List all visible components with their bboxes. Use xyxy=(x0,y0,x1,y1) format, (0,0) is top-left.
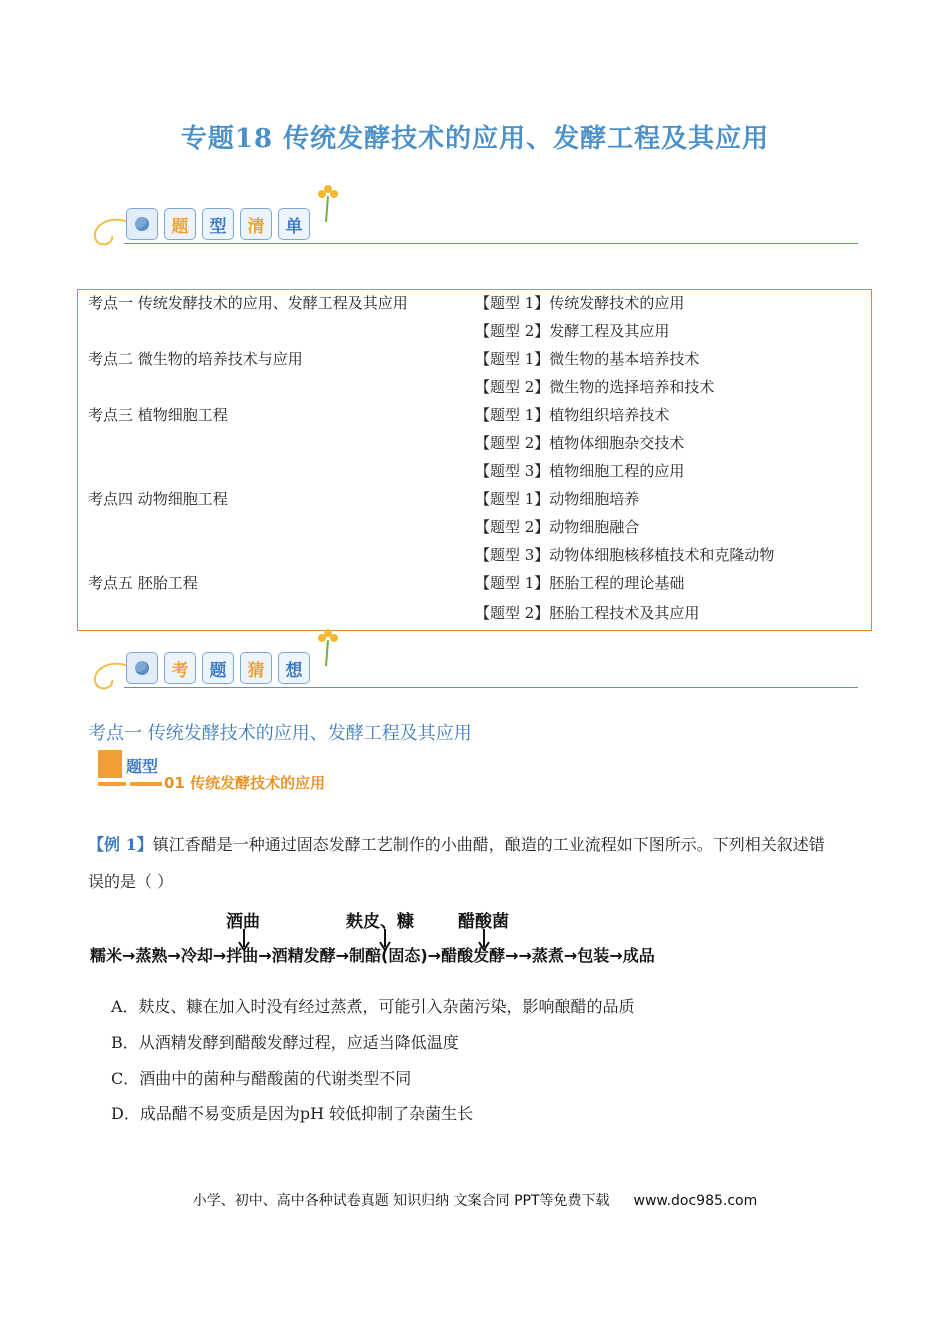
footer-url[interactable]: www.doc985.com xyxy=(633,1193,758,1209)
page-footer xyxy=(0,1190,950,1210)
list-item xyxy=(78,572,871,600)
flower-decoration-icon xyxy=(314,628,344,668)
banner-tile: 考 xyxy=(164,652,196,684)
banner-tile: 想 xyxy=(278,652,310,684)
list-item xyxy=(78,376,871,404)
tixing-label: 【题型 2】动物细胞融合 xyxy=(475,518,640,536)
list-item xyxy=(78,516,871,544)
tixing-label: 【题型 2】胚胎工程技术及其应用 xyxy=(475,604,700,622)
example-text-line1: 镇江香醋是一种通过固态发酵工艺制作的小曲醋，酿造的工业流程如下图所示。下列相关叙述错 xyxy=(152,835,825,854)
banner-tile: 题 xyxy=(202,652,234,684)
banner-underline xyxy=(124,687,858,688)
circle-icon xyxy=(135,217,149,231)
tixing-block-decoration xyxy=(98,750,122,778)
list-item xyxy=(78,320,871,348)
banner-dot-tile xyxy=(126,652,158,684)
tixing-label: 【题型 2】发酵工程及其应用 xyxy=(475,322,670,340)
kaodian-label: 考点五 胚胎工程 xyxy=(88,574,198,592)
tixing-title: 01 传统发酵技术的应用 xyxy=(164,774,326,792)
list-item xyxy=(78,602,871,630)
kaodian-label: 考点四 动物细胞工程 xyxy=(88,490,228,508)
banner-tile: 猜 xyxy=(240,652,272,684)
banner-tile: 单 xyxy=(278,208,310,240)
flow-input-label: 酒曲 xyxy=(226,912,260,932)
list-item xyxy=(78,488,871,516)
option-a: A．麸皮、糠在加入时没有经过蒸煮，可能引入杂菌污染，影响酿醋的品质 xyxy=(111,997,635,1016)
tixing-label: 【题型 1】微生物的基本培养技术 xyxy=(475,350,700,368)
tixing-label: 【题型 2】植物体细胞杂交技术 xyxy=(475,434,685,452)
page-title: 专题18 传统发酵技术的应用、发酵工程及其应用 xyxy=(180,124,770,154)
example-text-line2: 误的是（ ） xyxy=(88,872,174,891)
tixing-bar-decoration xyxy=(130,782,162,786)
tixing-label: 【题型 3】植物细胞工程的应用 xyxy=(475,462,685,480)
list-item xyxy=(78,544,871,572)
list-item xyxy=(78,348,871,376)
list-item xyxy=(78,292,871,320)
flow-input-label: 醋酸菌 xyxy=(458,912,509,932)
option-c: C．酒曲中的菌种与醋酸菌的代谢类型不同 xyxy=(111,1069,412,1088)
section-banner-question-list xyxy=(88,184,858,274)
kaodian-label: 考点三 植物细胞工程 xyxy=(88,406,228,424)
flow-steps: 糯米→蒸熟→冷却→拌曲→酒精发酵→制醅(固态)→醋酸发酵→→蒸煮→包装→成品 xyxy=(90,946,655,965)
flower-decoration-icon xyxy=(314,184,344,224)
list-item xyxy=(78,404,871,432)
tixing-header xyxy=(98,748,358,792)
banner-dot-tile xyxy=(126,208,158,240)
banner-tile: 题 xyxy=(164,208,196,240)
banner-tile: 清 xyxy=(240,208,272,240)
option-b: B．从酒精发酵到醋酸发酵过程，应适当降低温度 xyxy=(111,1033,459,1052)
circle-icon xyxy=(135,661,149,675)
kaodian-label: 考点一 传统发酵技术的应用、发酵工程及其应用 xyxy=(88,294,408,312)
section-heading: 考点一 传统发酵技术的应用、发酵工程及其应用 xyxy=(88,723,472,744)
example-tag: 【例 1】 xyxy=(88,835,153,854)
tixing-label: 【题型 1】植物组织培养技术 xyxy=(475,406,670,424)
tixing-bar-decoration xyxy=(98,782,126,786)
example-question xyxy=(88,826,825,900)
process-flow-diagram xyxy=(90,905,760,975)
banner-tile: 型 xyxy=(202,208,234,240)
kaodian-label: 考点二 微生物的培养技术与应用 xyxy=(88,350,303,368)
tixing-label: 【题型 1】动物细胞培养 xyxy=(475,490,640,508)
flow-input-label: 麸皮、糠 xyxy=(346,912,414,932)
tixing-label: 【题型 3】动物体细胞核移植技术和克隆动物 xyxy=(475,546,775,564)
tixing-label: 【题型 1】传统发酵技术的应用 xyxy=(475,294,685,312)
topic-list xyxy=(77,289,872,631)
tixing-label: 题型 xyxy=(126,757,159,776)
section-banner-predictions xyxy=(88,628,858,718)
list-item xyxy=(78,460,871,488)
list-item xyxy=(78,432,871,460)
tixing-label: 【题型 1】胚胎工程的理论基础 xyxy=(475,574,685,592)
option-d: D．成品醋不易变质是因为pH 较低抑制了杂菌生长 xyxy=(111,1104,474,1123)
banner-underline xyxy=(124,243,858,244)
footer-text: 小学、初中、高中各种试卷真题 知识归纳 文案合同 PPT等免费下载 xyxy=(192,1193,610,1209)
tixing-label: 【题型 2】微生物的选择培养和技术 xyxy=(475,378,715,396)
